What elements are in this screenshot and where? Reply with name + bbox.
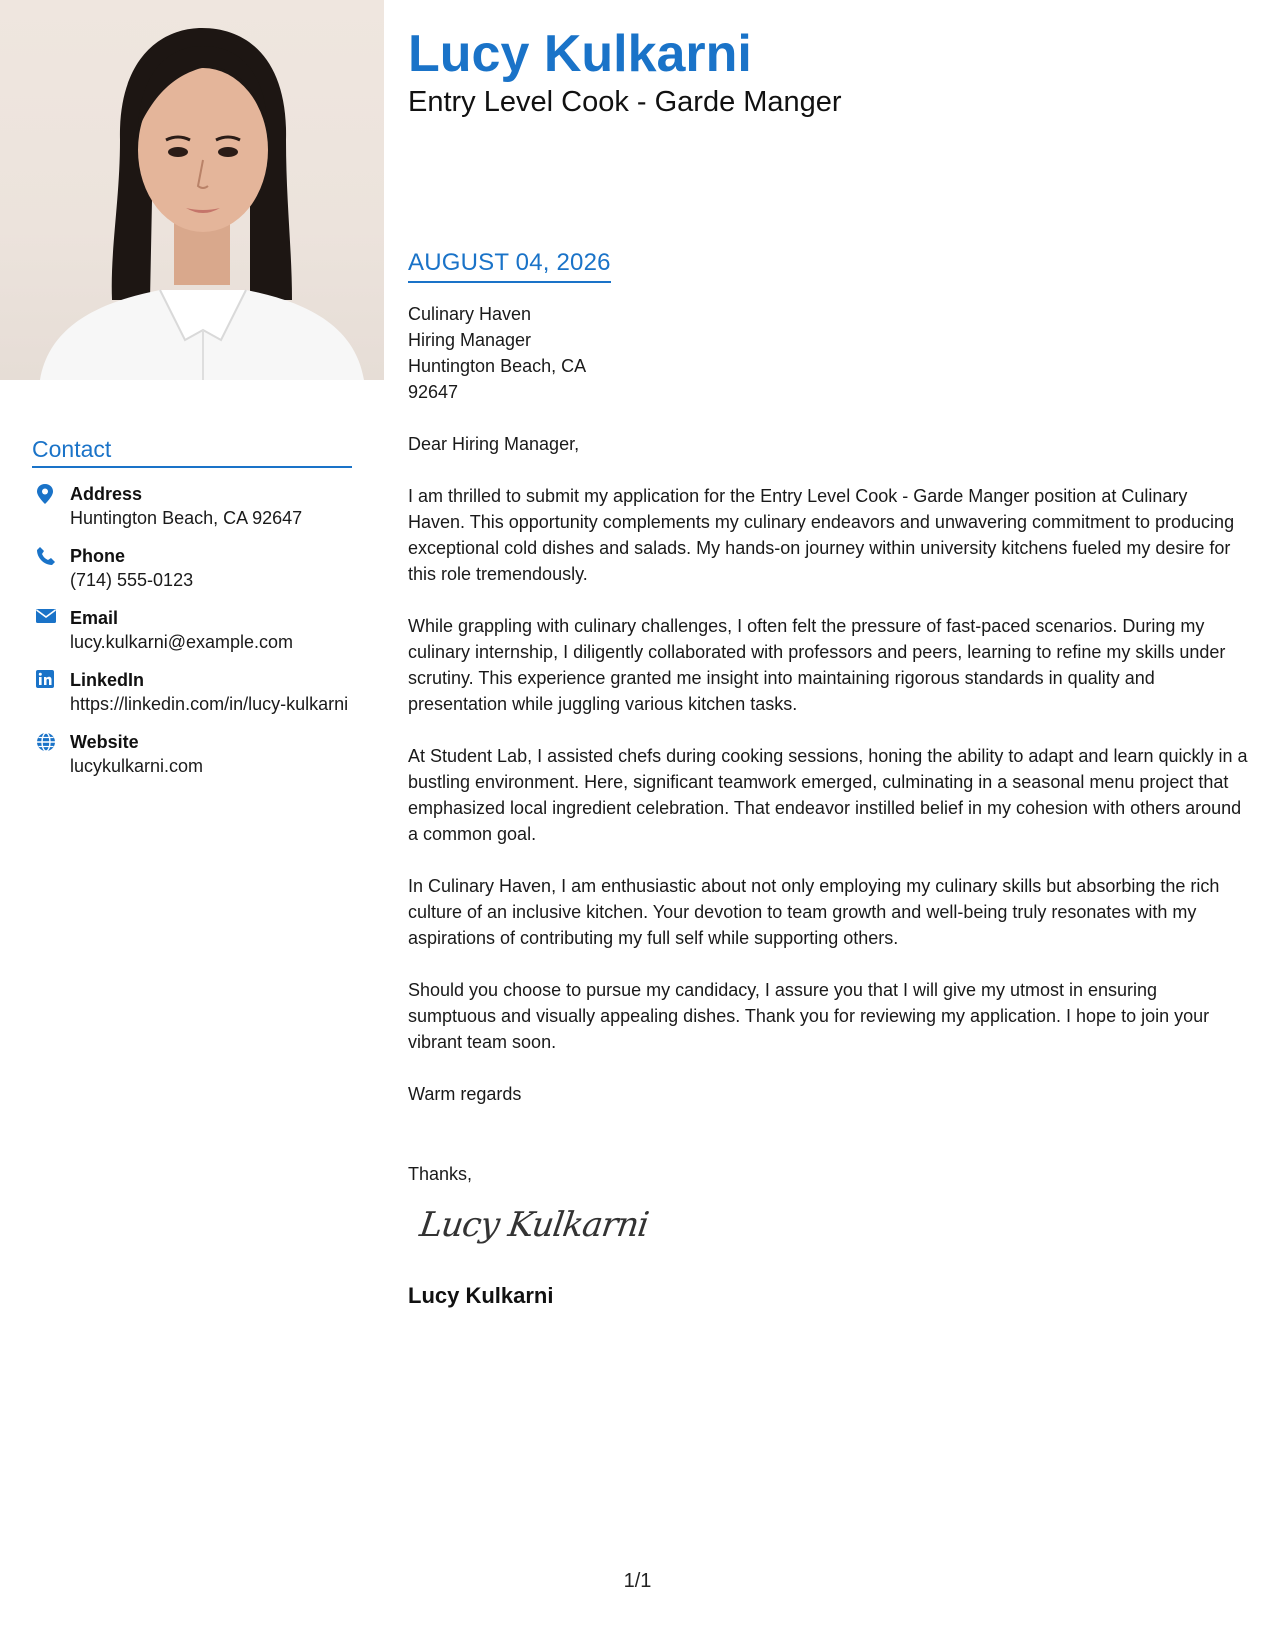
contact-sidebar [32,436,352,792]
address-value: Huntington Beach, CA 92647 [70,508,303,528]
email-icon [36,608,56,624]
recipient-title: Hiring Manager [408,330,532,350]
contact-item-email [32,606,352,654]
recipient-zip: 92647 [408,382,459,402]
contact-list [32,482,352,778]
handwritten-signature: Lucy Kulkarni [417,1205,651,1245]
thanks: Thanks, [408,1164,473,1184]
linkedin-label: LinkedIn [70,670,145,690]
globe-icon [36,732,56,752]
recipient-company: Culinary Haven [408,304,532,324]
signature-area [417,1205,1248,1265]
letter-date: AUGUST 04, 2026 [408,249,611,283]
phone-label: Phone [70,546,126,566]
paragraph-5: Should you choose to pursue my candidacy, I assure you that I will give my utmost in ensuring sumptuous and visually appealing dishes. Thank you for reviewing my application. I hope to join your vibrant team soon. [408,980,1210,1052]
linkedin-icon [36,670,54,688]
profile-photo [0,0,384,380]
contact-item-phone [32,544,352,592]
paragraph-1: I am thrilled to submit my application for the Entry Level Cook - Garde Manger position at Culinary Haven. This opportunity complements my culinary endeavors and unwavering commitment to producing exceptional cold dishes and salads. My hands-on journey within university kitchens fueled my desire for this role tremendously. [408,486,1235,584]
signer-name: Lucy Kulkarni [408,1283,554,1308]
website-value[interactable]: lucykulkarni.com [70,756,204,776]
page-number: 1/1 [623,1570,652,1592]
recipient-block [408,301,1248,405]
portrait-illustration [0,0,384,380]
recipient-city: Huntington Beach, CA [408,356,587,376]
contact-item-linkedin [32,668,352,716]
contact-item-website [32,730,352,778]
website-label: Website [70,732,139,752]
paragraph-3: At Student Lab, I assisted chefs during cooking sessions, honing the ability to adapt and learn quickly in a bustling environment. Here, significant teamwork emerged, culminating in a seasonal menu project that emphasized local ingredient celebration. That endeavor instilled belief in my cohesion with others around a common goal. [408,746,1248,844]
contact-heading: Contact [32,436,352,468]
contact-item-address [32,482,352,530]
closing: Warm regards [408,1084,522,1104]
phone-value[interactable]: (714) 555-0123 [70,570,194,590]
linkedin-value[interactable]: https://linkedin.com/in/lucy-kulkarni [70,694,349,714]
applicant-name: Lucy Kulkarni [408,25,752,83]
email-value[interactable]: lucy.kulkarni@example.com [70,632,294,652]
phone-icon [36,546,56,566]
letter-body [408,24,1248,1309]
paragraph-2: While grappling with culinary challenges, I often felt the pressure of fast-paced scenarios. During my culinary internship, I diligently collaborated with professors and peers, learning to refine my skills under scrutiny. This experience granted me insight into maintaining rigorous standards in quality and presentation while juggling various kitchen tasks. [408,616,1226,714]
paragraph-4: In Culinary Haven, I am enthusiastic about not only employing my culinary skills but absorbing the rich culture of an inclusive kitchen. Your devotion to team growth and well-being truly resonates with my aspirations of contributing my full self while supporting others. [408,876,1220,948]
map-pin-icon [36,484,54,504]
salutation: Dear Hiring Manager, [408,434,580,454]
email-label: Email [70,608,119,628]
job-title: Entry Level Cook - Garde Manger [408,86,842,118]
address-label: Address [70,484,143,504]
